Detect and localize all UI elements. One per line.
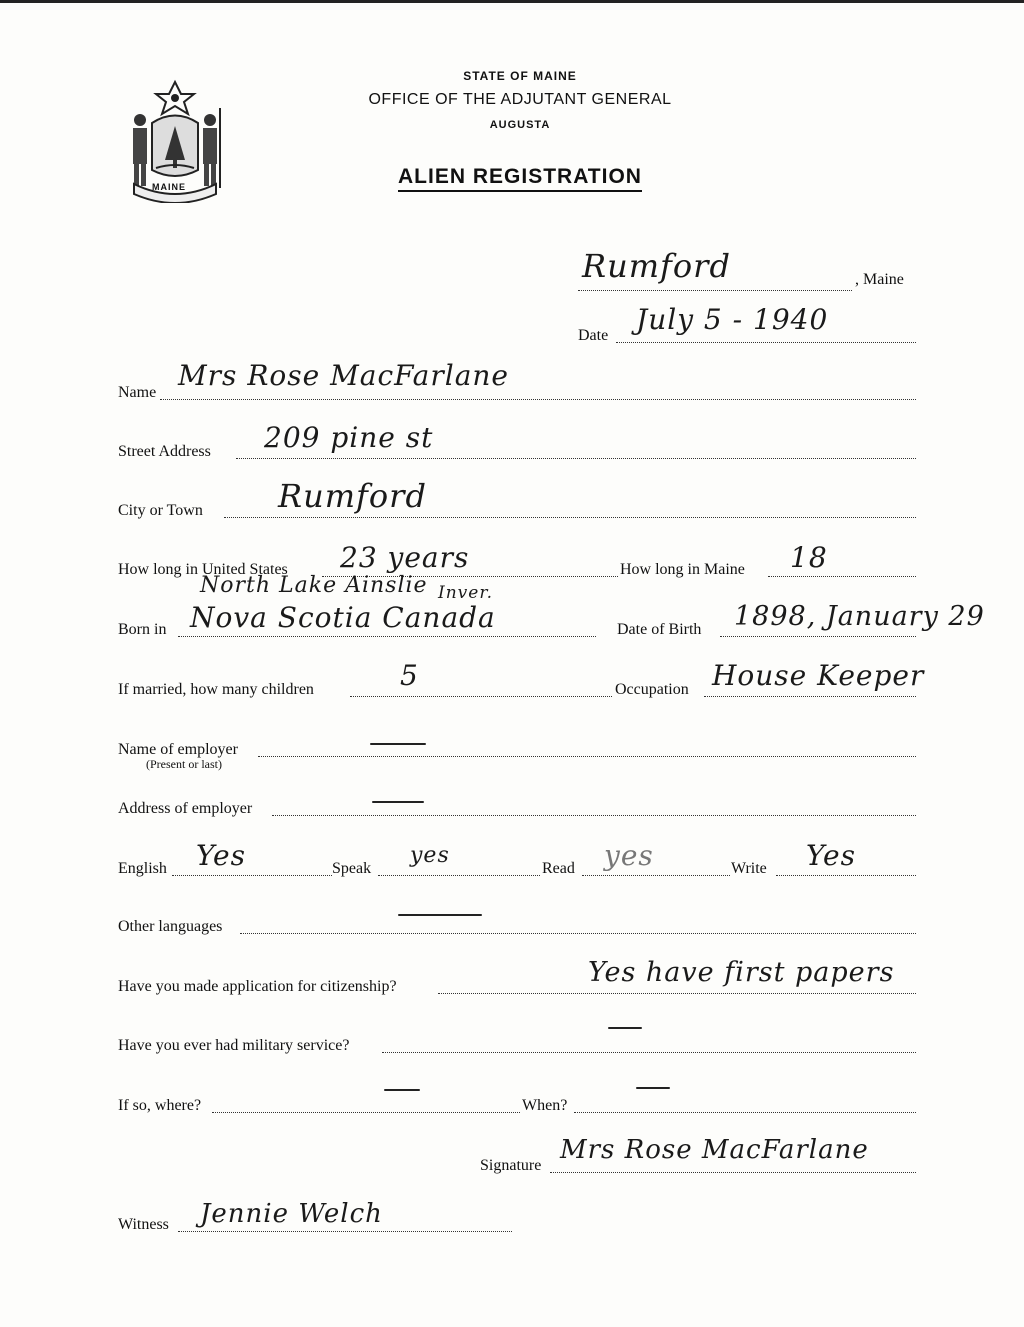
when-line — [574, 1112, 916, 1113]
born-in-value: Nova Scotia Canada — [190, 601, 496, 634]
street-label: Street Address — [118, 443, 211, 460]
dob-label: Date of Birth — [617, 621, 702, 638]
dob-value: 1898, January 29 — [734, 601, 985, 632]
where-dash — [384, 1089, 420, 1091]
when-label: When? — [522, 1097, 568, 1114]
office-heading: OFFICE OF THE ADJUTANT GENERAL — [368, 91, 672, 108]
street-line — [236, 458, 916, 459]
street-value: 209 pine st — [264, 421, 434, 454]
read-value: yes — [604, 839, 654, 872]
employer-label: Name of employer — [118, 741, 238, 758]
speak-value: yes — [410, 843, 450, 868]
form-title — [320, 165, 720, 189]
city-line — [224, 517, 916, 518]
state-heading: STATE OF MAINE — [463, 69, 577, 83]
name-line — [160, 399, 916, 400]
born-in-line — [178, 636, 596, 637]
employer-sublabel: (Present or last) — [146, 757, 222, 771]
write-label: Write — [731, 860, 767, 877]
speak-line — [378, 875, 540, 876]
signature-label: Signature — [480, 1157, 542, 1174]
write-line — [776, 875, 916, 876]
other-languages-dash — [398, 914, 482, 916]
citizenship-value: Yes have first papers — [588, 957, 895, 988]
when-dash — [636, 1087, 670, 1089]
born-in-label: Born in — [118, 621, 167, 638]
where-line — [212, 1112, 520, 1113]
town-line — [578, 290, 852, 291]
how-long-us-label: How long in United States — [118, 561, 288, 578]
name-value: Mrs Rose MacFarlane — [178, 359, 510, 392]
employer-address-line — [272, 815, 916, 816]
other-languages-label: Other languages — [118, 918, 223, 935]
employer-dash — [370, 743, 426, 745]
how-long-maine-label: How long in Maine — [620, 561, 745, 578]
english-line — [172, 875, 332, 876]
form-title-text: ALIEN REGISTRATION — [398, 165, 642, 192]
city-value: Rumford — [278, 477, 427, 515]
speak-label: Speak — [332, 860, 372, 877]
dob-line — [720, 636, 916, 637]
how-long-maine-line — [768, 576, 916, 577]
occupation-label: Occupation — [615, 681, 689, 698]
city-label: City or Town — [118, 502, 203, 519]
employer-address-label: Address of employer — [118, 800, 253, 817]
where-label: If so, where? — [118, 1097, 202, 1114]
date-label: Date — [578, 327, 609, 344]
children-label: If married, how many children — [118, 681, 314, 698]
employer-line — [258, 756, 916, 757]
children-line — [350, 696, 612, 697]
citizenship-label: Have you made application for citizenship? — [118, 978, 397, 995]
witness-line — [178, 1231, 512, 1232]
name-label: Name — [118, 384, 157, 401]
military-label: Have you ever had military service? — [118, 1037, 350, 1054]
english-value: Yes — [196, 839, 246, 872]
date-line — [616, 342, 916, 343]
town-label: , Maine — [855, 271, 904, 288]
read-line — [582, 875, 730, 876]
english-label: English — [118, 860, 167, 877]
seal-motto: MAINE — [152, 182, 186, 192]
citizenship-line — [438, 993, 916, 994]
occupation-value: House Keeper — [712, 659, 925, 692]
military-dash — [608, 1027, 642, 1029]
employer-address-dash — [372, 801, 424, 803]
how-long-us-value: 23 years — [340, 541, 470, 574]
read-label: Read — [542, 860, 575, 877]
witness-value: Jennie Welch — [200, 1199, 383, 1229]
military-line — [382, 1052, 916, 1053]
other-languages-line — [240, 933, 916, 934]
witness-label: Witness — [118, 1216, 169, 1233]
signature-line — [550, 1172, 916, 1173]
write-value: Yes — [806, 839, 856, 872]
city-heading: AUGUSTA — [489, 119, 551, 131]
date-value: July 5 - 1940 — [636, 303, 829, 336]
signature-value: Mrs Rose MacFarlane — [560, 1135, 869, 1165]
children-value: 5 — [400, 659, 419, 692]
occupation-line — [704, 696, 916, 697]
town-value: Rumford — [582, 247, 731, 285]
born-note-2: Inver. — [438, 583, 493, 603]
born-note: North Lake Ainslie — [200, 573, 428, 598]
how-long-maine-value: 18 — [790, 541, 828, 574]
